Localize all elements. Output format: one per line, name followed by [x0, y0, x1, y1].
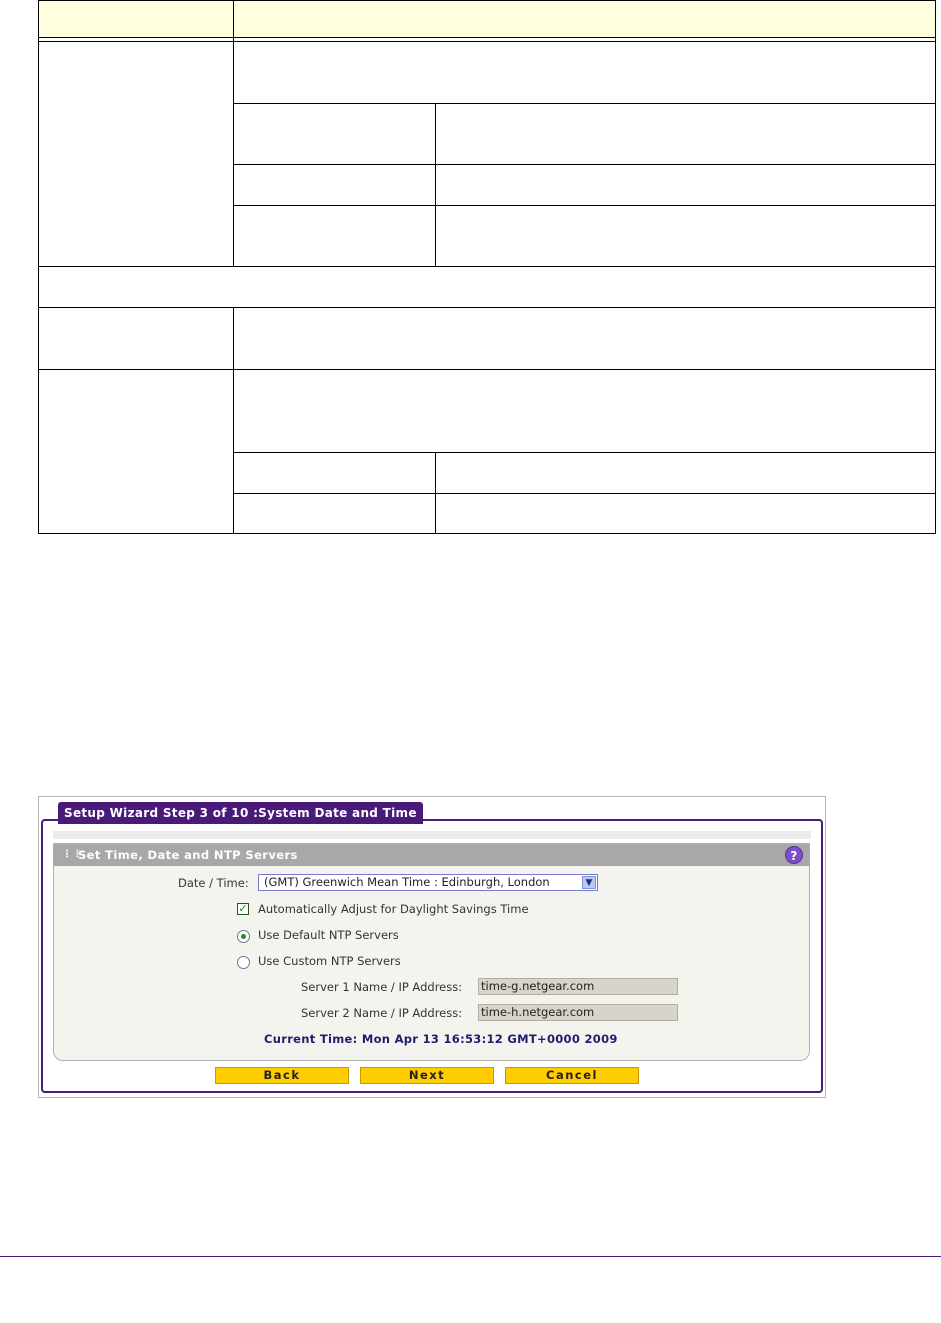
tab-underline: [53, 831, 811, 839]
row-rule: [38, 266, 936, 267]
grip-icon: ⋮⋮: [62, 849, 83, 860]
footer-rule: [0, 1256, 941, 1257]
row-rule: [233, 452, 936, 453]
sub-column-divider: [435, 452, 436, 534]
header-rule: [38, 37, 936, 38]
section-header: [54, 844, 809, 866]
timezone-select[interactable]: [258, 874, 598, 891]
column-divider-lower: [233, 307, 234, 534]
table-frame: [38, 0, 936, 534]
default-ntp-label: Use Default NTP Servers: [258, 928, 399, 942]
help-icon[interactable]: ?: [785, 846, 803, 864]
row-rule: [233, 164, 936, 165]
section-title: Set Time, Date and NTP Servers: [78, 848, 298, 862]
date-time-label: Date / Time:: [178, 876, 249, 890]
server2-label: Server 2 Name / IP Address:: [301, 1006, 463, 1020]
next-button[interactable]: Next: [360, 1067, 494, 1084]
chevron-down-icon[interactable]: ▼: [582, 876, 596, 889]
custom-ntp-radio[interactable]: [237, 956, 250, 969]
setup-wizard-window: [38, 796, 826, 1098]
dst-checkbox[interactable]: ✓: [238, 902, 248, 915]
server1-label: Server 1 Name / IP Address:: [301, 980, 463, 994]
cancel-button[interactable]: Cancel: [505, 1067, 639, 1084]
server1-input[interactable]: time-g.netgear.com: [478, 978, 678, 995]
sub-column-divider: [435, 103, 436, 267]
wizard-step-tab[interactable]: Setup Wizard Step 3 of 10 :System Date and Time: [58, 802, 423, 824]
row-rule: [233, 205, 936, 206]
current-time: Current Time: Mon Apr 13 16:53:12 GMT+0000 2009: [264, 1032, 618, 1046]
row-rule: [38, 307, 936, 308]
server2-input[interactable]: time-h.netgear.com: [478, 1004, 678, 1021]
custom-ntp-label: Use Custom NTP Servers: [258, 954, 401, 968]
default-ntp-radio[interactable]: [237, 930, 250, 943]
row-rule: [233, 493, 936, 494]
timezone-value: (GMT) Greenwich Mean Time : Edinburgh, London: [264, 875, 550, 889]
row-rule: [233, 103, 936, 104]
row-rule: [38, 369, 936, 370]
header-rule-second: [38, 41, 936, 42]
dst-label: Automatically Adjust for Daylight Savings Time: [258, 902, 529, 916]
reference-table: [38, 0, 936, 534]
back-button[interactable]: Back: [215, 1067, 349, 1084]
column-divider: [233, 0, 234, 267]
